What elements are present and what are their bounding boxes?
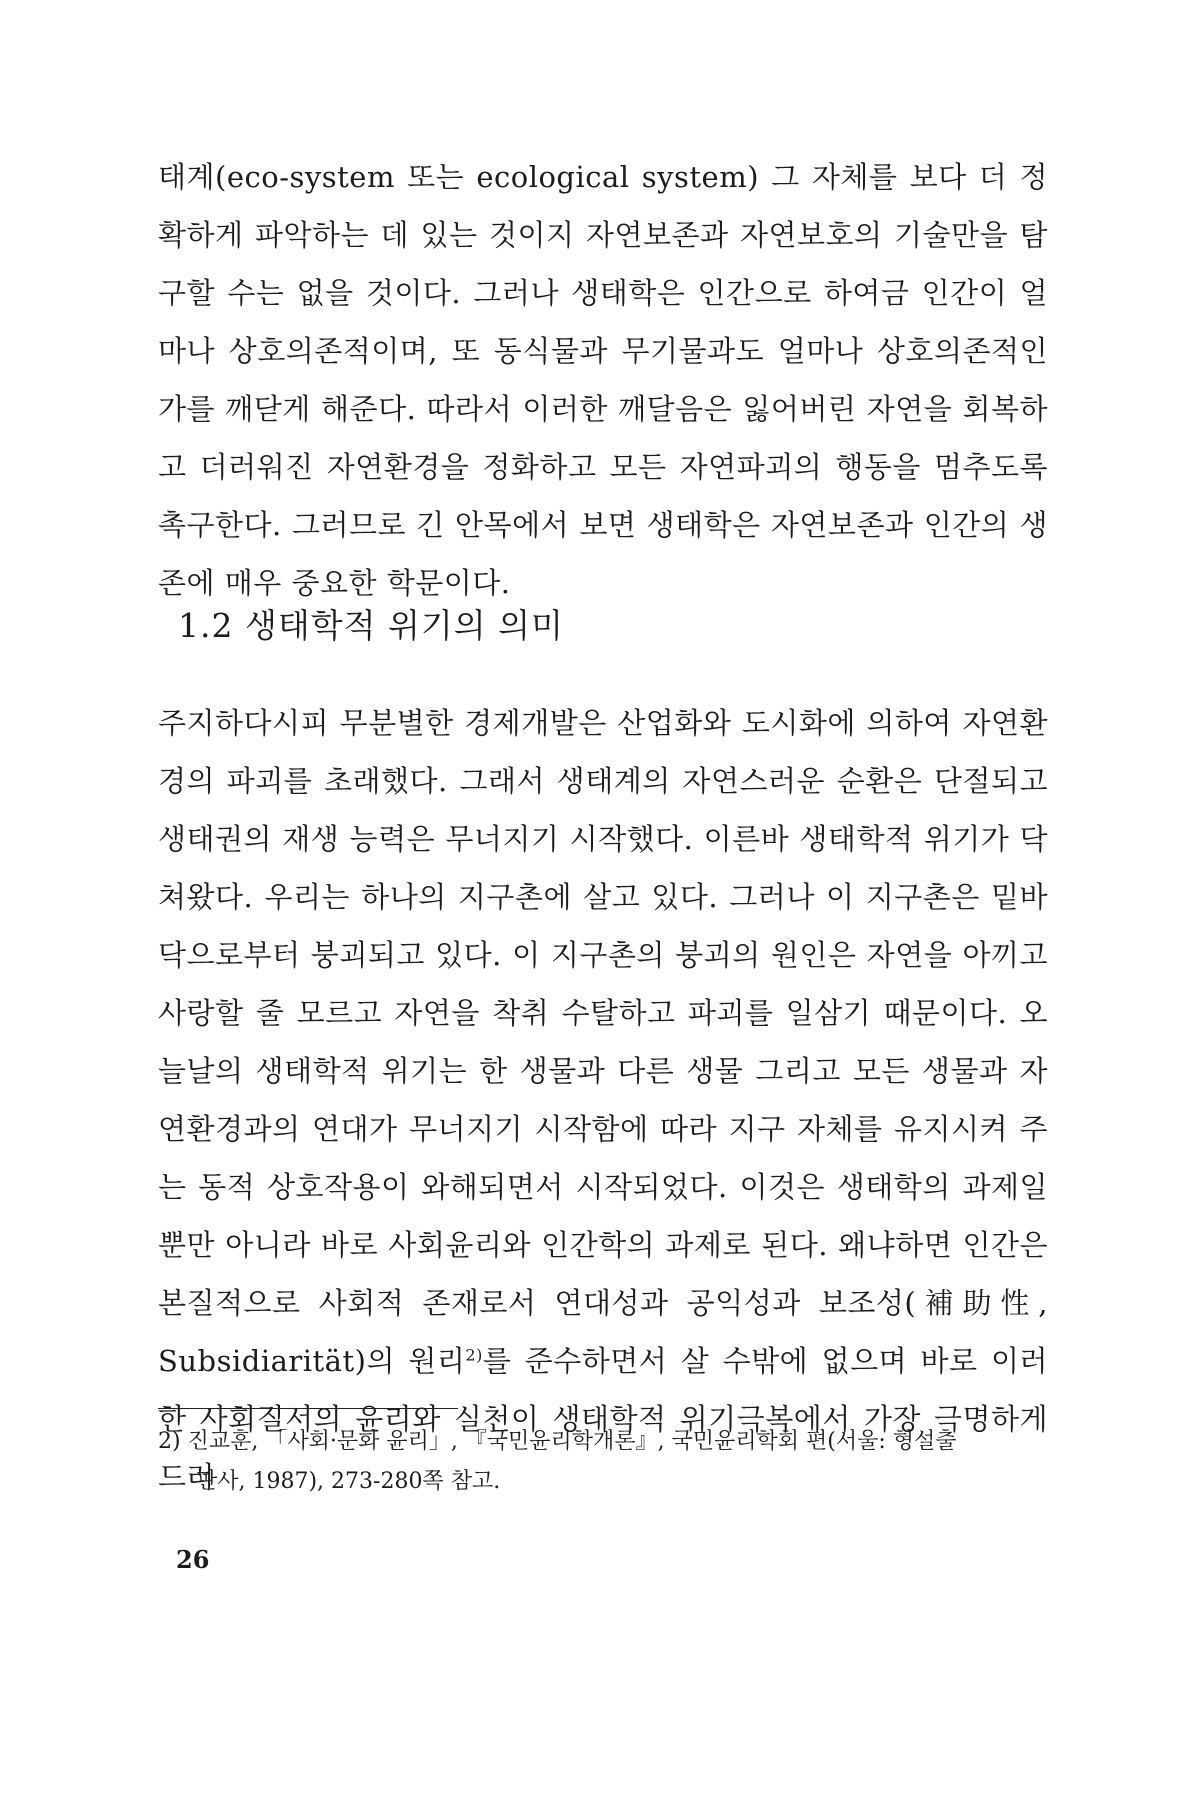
- body-paragraph-2-text-a: 주지하다시피 무분별한 경제개발은 산업화와 도시화에 의하여 자연환경의 파괴를 초래했다. 그래서 생태계의 자연스러운 순환은 단절되고 생태권의 재생 능력은 무너지기 시작했다. 이른바 생태학적 위기가 닥쳐왔다. 우리는 하나의 지구촌에 살고 있다. 그러나 이 지구촌은 밑바닥으로부터 붕괴되고 있다. 이 지구촌의 붕괴의 원인은 자연을 아끼고 사랑할 줄 모르고 자연을 착취 수탈하고 파괴를 일삼기 때문이다. 오늘날의 생태학적 위기는 한 생물과 다른 생물 그리고 모든 생물과 자연환경과의 연대가 무너지기 시작함에 따라 지구 자체를 유지시켜 주는 동적 상호작용이 와해되면서 시작되었다. 이것은 생태학의 과제일 뿐만 아니라 바로 사회윤리와 인간학의 과제로 된다. 왜냐하면 인간은 본질적으로 사회적 존재로서 연대성과 공익성과 보조성(補助性, Subsidiarität)의 원리: [158, 706, 1048, 1378]
- footnote-divider: [158, 1408, 458, 1409]
- body-paragraph-1: 태계(eco-system 또는 ecological system) 그 자체를 보다 더 정확하게 파악하는 데 있는 것이지 자연보존과 자연보호의 기술만을 탐구할 수는 없을 것이다. 그러나 생태학은 인간으로 하여금 인간이 얼마나 상호의존적이며, 또 동식물과 무기물과도 얼마나 상호의존적인가를 깨닫게 해준다. 따라서 이러한 깨달음은 잃어버린 자연을 회복하고 더러워진 자연환경을 정화하고 모든 자연파괴의 행동을 멈추도록 촉구한다. 그러므로 긴 안목에서 보면 생태학은 자연보존과 인간의 생존에 매우 중요한 학문이다.: [158, 160, 1048, 600]
- body-paragraph-2: [158, 694, 1048, 1506]
- footnote-line-1: 2) 진교훈, 「사회·문화 윤리」, 『국민윤리학개론』, 국민윤리학회 편(서울: 형설출: [158, 1429, 957, 1454]
- page-number: 26: [176, 1545, 210, 1574]
- footnote: [158, 1422, 1048, 1502]
- footnote-line-2: 판사, 1987), 273-280쪽 참고.: [196, 1469, 501, 1494]
- footnote-reference: 2): [465, 1345, 483, 1365]
- section-heading: 1.2 생태학적 위기의 의미: [178, 606, 564, 645]
- body-paragraph-2-text-b: 를 준수하면서 살 수밖에 없으며 바로 이러한 사회질서의 윤리와 실천이 생태학적 위기극복에서 가장 극명하게 드러: [158, 1344, 1048, 1494]
